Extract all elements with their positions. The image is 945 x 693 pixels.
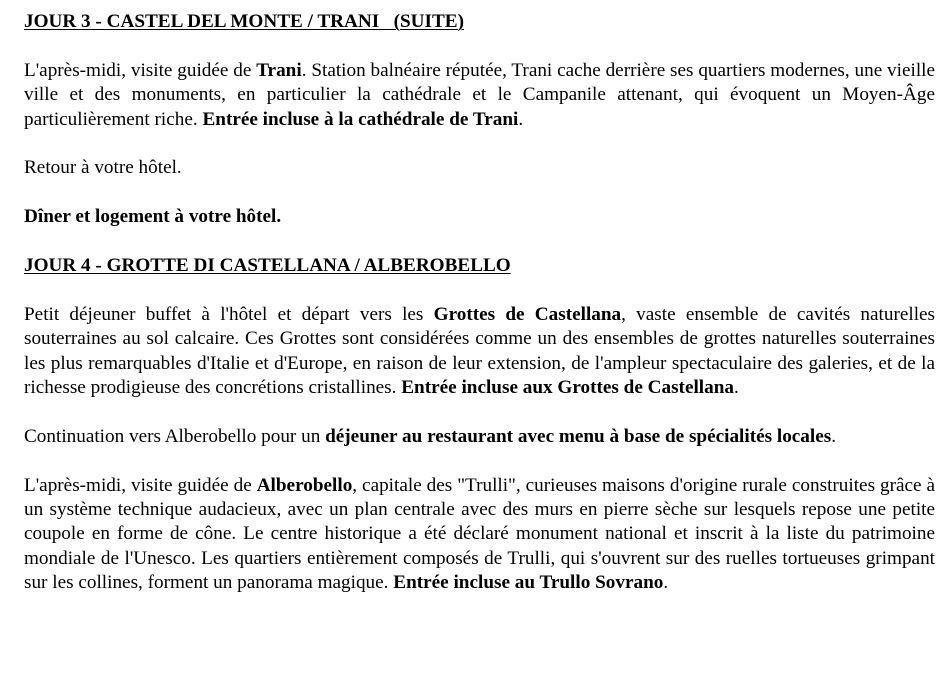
bold-place-grottes: Grottes de Castellana [433,303,622,325]
text-run: . [518,108,524,130]
text-run: Continuation vers Alberobello pour un [24,425,326,447]
day4-alberobello-paragraph [24,474,935,596]
bold-dinner-lodging: Dîner et logement à votre hôtel. [24,206,282,228]
spacer [24,278,935,302]
bold-included-entry: Entrée incluse au Trullo Sovrano [393,572,664,594]
bold-place-alberobello: Alberobello [256,474,353,496]
spacer [24,34,935,58]
text-run: L'après-midi, visite guidée de [24,474,257,496]
bold-included-entry: Entrée incluse aux Grottes de Castellana [401,377,734,399]
text-run: . [831,425,837,447]
day4-heading: JOUR 4 - GROTTE DI CASTELLANA / ALBEROBELLO [24,255,511,276]
text-run: L'après-midi, visite guidée de [24,59,257,81]
bold-lunch: déjeuner au restaurant avec menu à base de spécialités locales [325,425,832,447]
text-run: , capitale des "Trulli", curieuses maisons d'origine rurale construites grâce à un système technique audacieux, avec un plan centrale avec des murs en pierre sèche sur lesquels repose une petite coupole en forme de cône. Le centre historique a été déclaré monument national et inscrit à la liste du patrimoine mondiale de l'Unesco. Les quartiers entièrement composés de Trulli, qui s'ouvrent sur des ruelles tortueuses grimpant sur les collines, forment un panorama magique. [24,474,936,594]
day3-heading: JOUR 3 - CASTEL DEL MONTE / TRANI (SUITE) [24,11,464,32]
text-run: . [734,377,739,399]
text-run: . Station balnéaire réputée, Trani cache derrière ses quartiers modernes, une vieille ville et des monuments, en particulier la cathédrale et le Campanile attenant, qui évoquent un Moyen-Âge particulièrement riche. [24,59,935,130]
day4-lunch-paragraph [24,425,935,449]
text-run: , vaste ensemble de cavités naturelles souterraines au sol calcaire. Ces Grottes sont considérées comme un des ensembles de grottes naturelles souterraines les plus remarquables d'Italie et d'Europe, en raison de leur extension, de l'ampleur spectaculaire des galeries, et de la richesse prodigieuse des concrétions cristallines. [24,303,936,399]
spacer [24,132,935,156]
spacer [24,449,935,473]
bold-place-trani: Trani [256,59,302,81]
bold-included-entry: Entrée incluse à la cathédrale de Trani [202,108,519,130]
day3-afternoon-paragraph [24,59,935,132]
document-page [24,10,935,596]
text-run: . [663,572,669,594]
day4-grottes-paragraph [24,303,935,401]
spacer [24,400,935,424]
day3-dinner-paragraph [24,205,935,229]
spacer [24,181,935,205]
spacer [24,230,935,254]
day3-return-paragraph: Retour à votre hôtel. [24,157,182,179]
text-run: Petit déjeuner buffet à l'hôtel et départ vers les [24,303,434,325]
